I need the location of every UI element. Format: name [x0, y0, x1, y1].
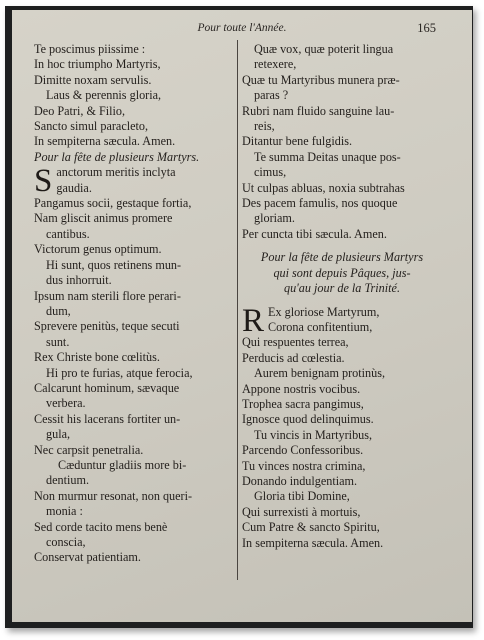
- verse-line: Cum Patre & sancto Spiritu,: [242, 520, 380, 535]
- verse-line: Laus & perennis gloria,: [46, 88, 162, 103]
- verse-line: Nam gliscit animus promere: [34, 211, 173, 226]
- verse-line: gula,: [46, 427, 71, 442]
- verse-line: verbera.: [46, 396, 86, 411]
- verse-line: Deo Patri, & Filio,: [34, 103, 126, 118]
- verse-line: Ignosce quod delinquimus.: [242, 412, 374, 427]
- verse-line: Te summa Deitas unaque pos-: [254, 149, 401, 164]
- verse-line: dum,: [46, 303, 71, 318]
- verse-line: Conservat patientiam.: [34, 550, 141, 565]
- right-column: [242, 42, 442, 551]
- stanza-spacer: [242, 242, 442, 250]
- verse-line: In sempiterna sæcula. Amen.: [34, 134, 176, 149]
- verse-line: Quæ vox, quæ poterit lingua: [254, 42, 394, 56]
- verse-line: Rubri nam fluido sanguine lau-: [242, 103, 395, 118]
- book-page: [12, 10, 472, 622]
- section-heading: qui sont depuis Pâques, jus-: [273, 265, 411, 280]
- verse-line: conscia,: [46, 535, 86, 549]
- verse-line: retexere,: [254, 57, 297, 72]
- verse-line: In hoc triumpho Martyris,: [34, 57, 161, 72]
- verse-line: Cæduntur gladiis more bi-: [58, 457, 187, 472]
- verse-line: Calcarunt hominum, sævaque: [34, 380, 180, 395]
- verse-line: reis,: [254, 119, 275, 134]
- verse-line: Donando indulgentiam.: [242, 473, 358, 488]
- verse-line: Pangamus socii, gestaque fortia,: [34, 196, 192, 211]
- verse-line: Quæ tu Martyribus munera præ-: [242, 72, 400, 87]
- verse-line: Ex gloriose Martyrum,: [268, 304, 380, 319]
- column-divider: [237, 40, 238, 580]
- verse-line: Corona confitentium,: [268, 319, 373, 334]
- section-heading: Pour la fête de plusieurs Martyrs: [260, 250, 424, 265]
- verse-line: Sprevere penitùs, teque secuti: [34, 319, 180, 334]
- section-heading: qu'au jour de la Trinité.: [283, 281, 401, 296]
- left-column: [34, 42, 232, 566]
- verse-line: gaudia.: [56, 180, 92, 195]
- verse-line: Cessit his lacerans fortiter un-: [34, 411, 181, 426]
- verse-line: Gloria tibi Domine,: [254, 489, 350, 504]
- verse-line: Sed corde tacito mens benè: [34, 519, 168, 534]
- section-heading: Pour la fête de plusieurs Martyrs.: [34, 149, 200, 164]
- verse-line: Ditantur bene fulgidis.: [242, 134, 353, 149]
- verse-line: Qui respuentes terrea,: [242, 335, 349, 350]
- verse-line: Tu vinces nostra crimina,: [242, 458, 366, 473]
- verse-line: Dimitte noxam servulis.: [34, 72, 152, 87]
- verse-line: paras ?: [254, 88, 289, 103]
- verse-line: cantibus.: [46, 226, 90, 241]
- drop-cap: R: [242, 302, 265, 339]
- drop-cap: S: [34, 163, 53, 200]
- verse-line: Sancto simul paracleto,: [34, 119, 149, 134]
- verse-line: Non murmur resonat, non queri-: [34, 488, 193, 503]
- verse-line: Des pacem famulis, nos quoque: [242, 196, 398, 211]
- verse-line: Te poscimus piissime :: [34, 42, 146, 56]
- verse-line: In sempiterna sæcula. Amen.: [242, 535, 384, 550]
- verse-line: Victorum genus optimum.: [34, 242, 162, 257]
- hymn-opening: [242, 302, 442, 339]
- verse-line: Hi pro te furias, atque ferocia,: [46, 365, 193, 380]
- verse-line: Nec carpsit penetralia.: [34, 442, 144, 457]
- verse-line: Per cuncta tibi sæcula. Amen.: [242, 226, 387, 241]
- verse-line: anctorum meritis inclyta: [56, 165, 176, 180]
- verse-line: dentium.: [46, 473, 89, 488]
- verse-line: Ipsum nam sterili flore perari-: [34, 288, 181, 303]
- verse-line: Hi sunt, quos retinens mun-: [46, 257, 182, 272]
- verse-line: gloriam.: [254, 211, 295, 226]
- verse-line: Perducis ad cœlestia.: [242, 350, 345, 365]
- verse-line: monia :: [46, 504, 83, 519]
- running-head: Pour toute l'Année.: [197, 22, 287, 34]
- verse-line: Tu vincis in Martyribus,: [254, 427, 373, 442]
- verse-line: Qui surrexisti à mortuis,: [242, 504, 361, 519]
- verse-line: Ut culpas abluas, noxia subtrahas: [242, 180, 405, 195]
- hymn-opening: [34, 163, 232, 200]
- verse-line: Trophea sacra pangimus,: [242, 396, 364, 411]
- stanza-spacer: [242, 297, 442, 305]
- verse-line: Appone nostris vocibus.: [242, 381, 361, 396]
- page-number: 165: [417, 21, 436, 35]
- verse-line: cimus,: [254, 165, 287, 180]
- verse-line: Aurem benignam protinùs,: [254, 366, 385, 381]
- verse-line: Parcendo Confessoribus.: [242, 443, 364, 458]
- verse-line: Rex Christe bone cœlitùs.: [34, 350, 160, 365]
- verse-line: dus inhorruit.: [46, 273, 112, 288]
- verse-line: sunt.: [46, 334, 70, 349]
